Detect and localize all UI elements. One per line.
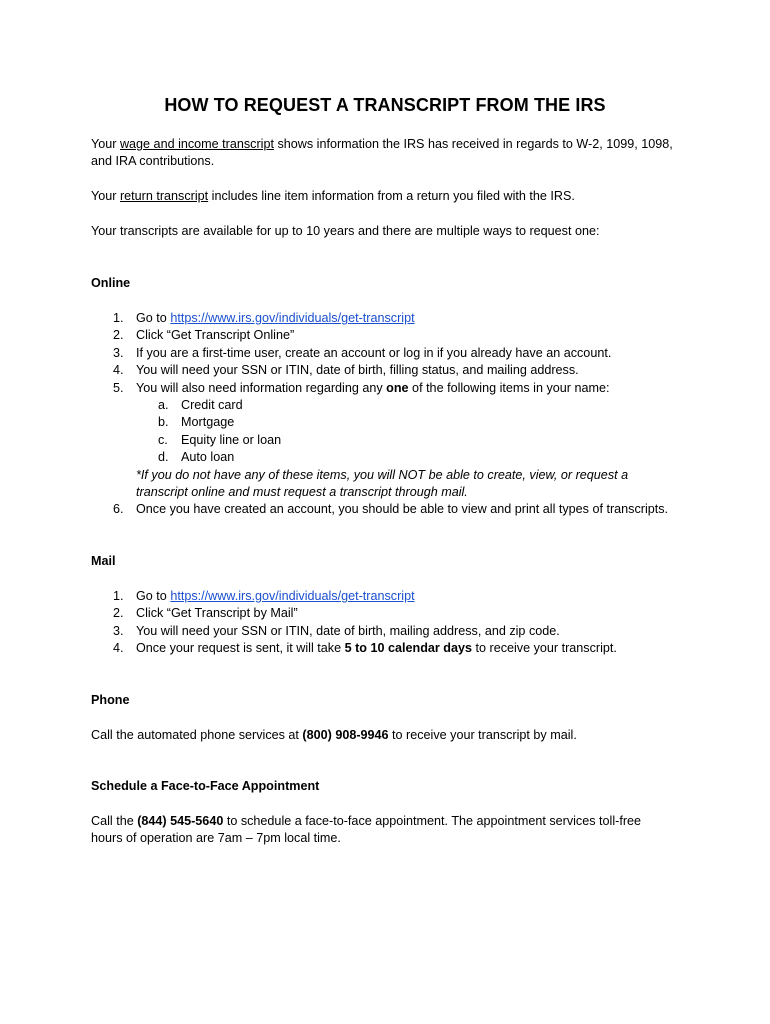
step-number: 5.: [113, 380, 124, 395]
sub-text: Auto loan: [181, 450, 235, 465]
step-text: You will need your SSN or ITIN, date of birth, mailing address, and zip code.: [136, 623, 560, 638]
intro-wage-pre: Your: [91, 137, 120, 151]
step-number: 2.: [113, 606, 124, 621]
phone-heading: Phone: [91, 693, 130, 707]
intro-availability-paragraph: Your transcripts are available for up to 10 years and there are multiple ways to request one:: [91, 224, 600, 238]
sub-number: d.: [158, 450, 169, 465]
mail-steps-list: [91, 588, 731, 658]
step-text: Once you have created an account, you should be able to view and print all types of transcripts.: [136, 502, 669, 517]
list-item: [91, 501, 731, 518]
step-text: You will also need information regarding any: [136, 380, 387, 395]
list-item: [91, 345, 731, 362]
list-item: [91, 623, 731, 640]
return-transcript-link[interactable]: return transcript: [119, 189, 209, 203]
phone-pre: Call the automated phone services at: [91, 728, 303, 742]
phone-post: to receive your transcript by mail.: [388, 728, 577, 742]
online-transcript-url-link[interactable]: https://www.irs.gov/individuals/get-transcript: [170, 311, 415, 325]
step-text: You will need your SSN or ITIN, date of birth, filling status, and mailing address.: [136, 363, 579, 378]
sub-number: b.: [158, 415, 169, 430]
step-text: Click “Get Transcript by Mail”: [136, 606, 298, 621]
appointment-heading: Schedule a Face-to-Face Appointment: [91, 779, 320, 793]
phone-paragraph: [91, 727, 691, 744]
step-number: 1.: [113, 311, 124, 325]
list-item: [91, 605, 731, 622]
wage-income-transcript-link[interactable]: wage and income transcript: [119, 137, 274, 151]
step-text: Once your request is sent, it will take: [136, 641, 345, 656]
sub-text: Mortgage: [181, 415, 235, 430]
sub-text: Credit card: [181, 398, 243, 413]
list-item: [91, 362, 731, 379]
step-text: Go to: [136, 589, 171, 603]
intro-wage-paragraph: [91, 136, 691, 171]
online-items-sublist: [136, 397, 731, 467]
online-heading: Online: [91, 276, 131, 290]
mail-transcript-url-link[interactable]: https://www.irs.gov/individuals/get-transcript: [170, 589, 415, 603]
step-number: 6.: [113, 502, 124, 517]
list-item: [91, 310, 731, 327]
intro-wage-post-2: and IRA contributions.: [91, 154, 215, 169]
step-number: 2.: [113, 328, 124, 343]
list-item: [91, 640, 731, 657]
appointment-post-2: hours of operation are 7am – 7pm local time.: [91, 831, 341, 846]
step-number: 1.: [113, 589, 124, 603]
list-item: [136, 449, 731, 466]
sub-text: Equity line or loan: [181, 432, 282, 447]
step-number: 3.: [113, 623, 124, 638]
step-text: Click “Get Transcript Online”: [136, 328, 295, 343]
sub-number: a.: [158, 398, 169, 413]
list-item: [136, 414, 731, 431]
step-number: 4.: [113, 641, 124, 656]
appointment-number: (844) 545-5640: [137, 814, 224, 828]
intro-return-paragraph: [91, 188, 691, 205]
note-line-2: transcript online and must request a transcript through mail.: [136, 485, 468, 500]
intro-wage-post-1: shows information the IRS has received in regards to W-2, 1099, 1098,: [273, 137, 673, 151]
list-item: [91, 588, 731, 605]
list-item: [91, 327, 731, 344]
step-text: Go to: [136, 311, 171, 325]
appointment-post-1: to schedule a face-to-face appointment. The appointment services toll-free: [223, 814, 642, 828]
step-text: If you are a first-time user, create an account or log in if you already have an account.: [136, 345, 612, 360]
step-emphasis: 5 to 10 calendar days: [344, 641, 472, 656]
appointment-paragraph: [91, 813, 711, 848]
phone-number: (800) 908-9946: [302, 728, 389, 742]
intro-return-pre: Your: [91, 189, 120, 203]
online-steps-list: [91, 310, 731, 519]
step-number: 4.: [113, 363, 124, 378]
intro-return-post: includes line item information from a return you filed with the IRS.: [208, 189, 575, 203]
sub-number: c.: [158, 432, 168, 447]
list-item: [136, 432, 731, 449]
page-title: HOW TO REQUEST A TRANSCRIPT FROM THE IRS: [164, 95, 606, 115]
mail-heading: Mail: [91, 554, 116, 568]
step-text: to receive your transcript.: [472, 641, 617, 656]
list-item: [91, 380, 731, 502]
step-number: 3.: [113, 345, 124, 360]
note-line-1: *If you do not have any of these items, you will NOT be able to create, view, or request a: [136, 467, 629, 482]
list-item: [136, 397, 731, 414]
step-emphasis: one: [386, 380, 409, 395]
step-text: of the following items in your name:: [408, 380, 610, 395]
appointment-pre: Call the: [91, 814, 138, 828]
online-note: [136, 467, 731, 502]
